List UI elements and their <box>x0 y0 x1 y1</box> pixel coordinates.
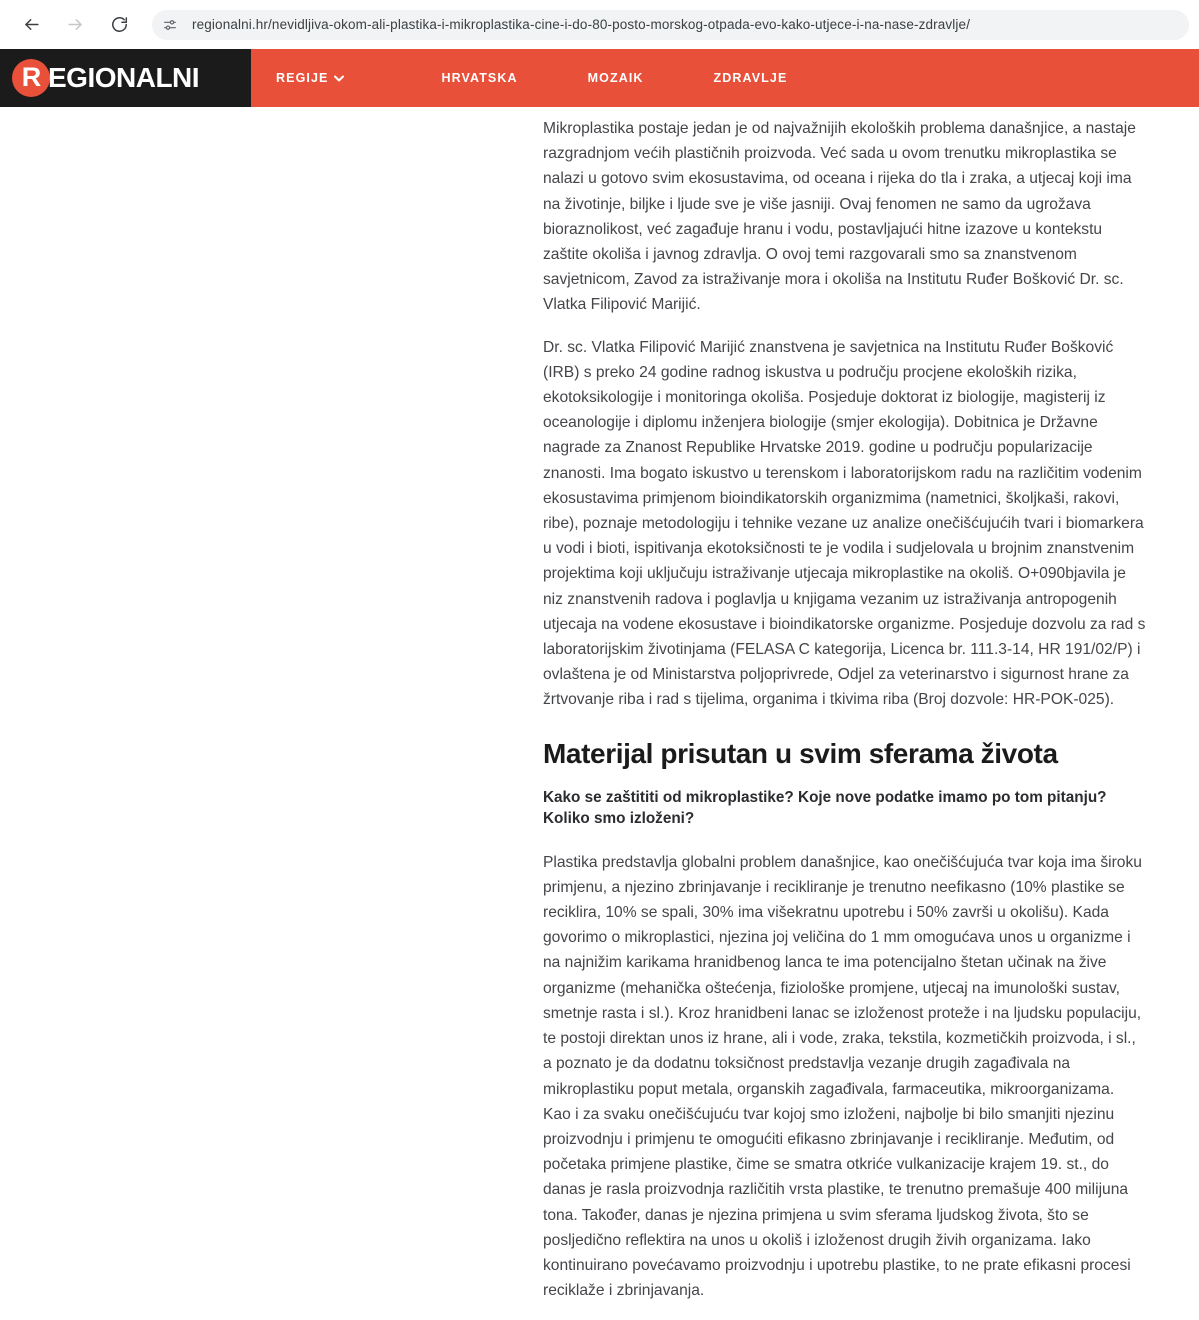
article-lede: Kako se zaštititi od mikroplastike? Koje nove podatke imamo po tom pitanju? Koliko smo izloženi? <box>543 788 1107 828</box>
logo-initial: R <box>21 61 41 92</box>
url-text[interactable]: regionalni.hr/nevidljiva-okom-ali-plastika-i-mikroplastika-cine-i-do-80-posto-morskog-otpada-evo-kako-utjece-i-na-nase-zdravlje/ <box>192 17 971 32</box>
forward-arrow-icon <box>66 15 85 34</box>
back-arrow-icon <box>22 15 41 34</box>
nav-item-mozaik[interactable] <box>588 71 644 85</box>
article-paragraph: Mikroplastika postaje jedan je od najvažnijih ekoloških problema današnjice, a nastaje razgradnjom većih plastičnih proizvoda. Već sada u ovom trenutku mikroplastika se nalazi u gotovo svim ekosustavima, od oceana i rijeka do tla i zraka, a utjecaj koji ima na životinje, biljke i ljude sve je više jasniji. Ovaj fenomen ne samo da ugrožava bioraznolikost, već zagađuje hranu i vodu, postavljajući hitne izazove u kontekstu zaštite okoliša i javnog zdravlja. O ovoj temi razgovarali smo sa znanstvenom savjetnicom, Zavod za istraživanje mora i okoliša na Institutu Ruđer Bošković Dr. sc. Vlatka Filipović Marijić. <box>543 120 1136 314</box>
reload-button[interactable] <box>104 10 134 40</box>
nav-item-label: REGIJE <box>276 71 329 85</box>
site-header <box>0 49 1199 107</box>
back-button[interactable] <box>16 10 46 40</box>
logo-wordmark: EGIONALNI <box>48 62 200 93</box>
article-paragraph: Plastika predstavlja globalni problem današnjice, kao onečišćujuća tvar koja ima široku primjenu, a njezino zbrinjavanje i recikliranje je trenutno neefikasno (10% plastike se reciklira, 10% se spali, 30% ima višekratnu upotrebu i 50% završi u okolišu). Kada govorimo o mikroplastici, njezina joj veličina do 1 mm omogućava unos u organizme i na najnižim karikama hranidbenog lanca te ima potencijalno štetan učinak na žive organizme (mehanička oštećenja, fiziološke promjene, utjecaj na imunološki sustav, smetnje rasta i sl.). Kroz hranidbeni lanac se izloženost proteže i na ljudsku populaciju, te postoji direktan unos iz hrane, ali i vode, zraka, tekstila, kozmetičkih proizvoda, i sl., a poznato je da dodatnu toksičnost predstavlja vezanje drugih zagađivala na mikroplastiku poput metala, organskih zagađivala, farmaceutika, mikroorganizama. Kao i za svaku onečišćujuću tvar kojoj smo izloženi, najbolje bi bilo smanjiti njezinu proizvodnju i primjenu te omogućiti efikasno zbrinjavanje i recikliranje. Međutim, od početaka primjene plastike, čime se smatra otkriće vulkanizacije krajem 19. st., do danas je rasla proizvodnja različitih vrsta plastike, te trenutno premašuje 400 milijuna tona. Također, danas je njezina primjena u svim sferama ljudskog života, što se posljedično reflektira na unos u okoliš i izloženost drugih živih organizama. Iako kontinuirano povećavamo proizvodnju i upotrebu plastike, to ne prate efikasni procesi reciklaže i zbrinjavanja. <box>543 853 1142 1300</box>
main-navigation <box>251 49 1199 107</box>
nav-item-label: HRVATSKA <box>441 71 518 85</box>
article-section-heading: Materijal prisutan u svim sferama života <box>543 737 1058 769</box>
logo-circle-icon <box>12 59 50 97</box>
site-settings-icon[interactable] <box>158 13 182 37</box>
nav-item-zdravlje[interactable] <box>714 71 788 85</box>
nav-item-regije[interactable] <box>276 71 344 85</box>
nav-item-hrvatska[interactable] <box>441 71 517 85</box>
article-paragraph: Dr. sc. Vlatka Filipović Marijić znanstvena je savjetnica na Institutu Ruđer Bošković (IRB) s preko 24 godine radnog iskustva u području procjene ekoloških rizika, ekotoksikologije i monitoringa okoliša. Posjeduje doktorat iz biologije, magisterij iz oceanologije i diplomu inženjera biologije (smjer ekologija). Dobitnica je Državne nagrade za Znanost Republike Hrvatske 2019. godine u području popularizacije znanosti. Ima bogato iskustvo u terenskom i laboratorijskom radu na različitim vodenim ekosustavima primjenom bioindikatorskih organizmima (nametnici, školjkaši, rakovi, ribe), poznaje metodologiju i tehnike vezane uz analize onečišćujućih tvari i biomarkera u vodi i bioti, ispitivanja ekotoksičnosti te je vodila i sudjelovala u brojnim znanstvenim projektima koji uključuju istraživanje utjecaja mikroplastike na okoliš. O+090bjavila je niz znanstvenih radova i poglavlja u knjigama vezanim uz istraživanja antropogenih utjecaja na vodene ekosustave i bioindikatorske organizme. Posjeduje dozvolu za rad s laboratorijskim životinjama (FELASA C kategorija, Licenca br. 111.3-14, HR 191/02/P) i ovlaštena je od Ministarstva poljoprivrede, Odjel za veterinarstvo i sigurnost hrane za žrtvovanje riba i rad s tijelima, organima i tkivima riba (Broj dozvole: HR-POK-025). <box>543 338 1146 709</box>
chevron-down-icon <box>334 71 344 85</box>
address-bar[interactable] <box>152 10 1189 40</box>
article-body <box>543 107 1146 1320</box>
site-logo[interactable] <box>0 49 251 107</box>
browser-toolbar <box>0 0 1199 49</box>
nav-item-label: ZDRAVLJE <box>713 71 788 85</box>
reload-icon <box>110 15 129 34</box>
page-content <box>0 107 1199 1300</box>
forward-button[interactable] <box>60 10 90 40</box>
nav-item-label: MOZAIK <box>587 71 644 85</box>
